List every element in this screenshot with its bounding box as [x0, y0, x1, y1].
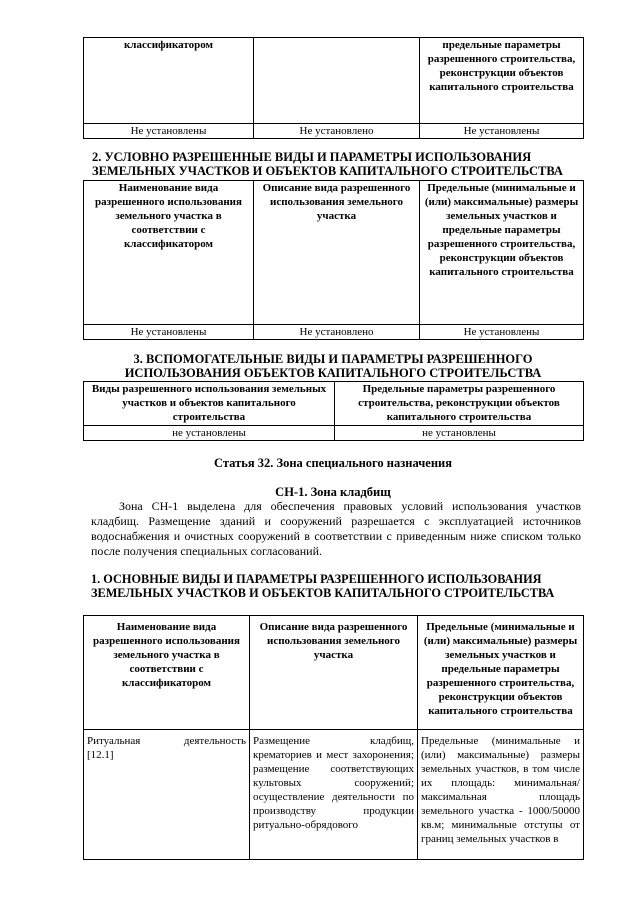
table-cell: предельные параметры разрешенного строительства, реконструкции объектов капитального строительства: [420, 38, 584, 124]
conditional-uses-table: [83, 180, 584, 340]
heading-line: 1. ОСНОВНЫЕ ВИДЫ И ПАРАМЕТРЫ РАЗРЕШЕННОГО ИСПОЛЬЗОВАНИЯ: [91, 572, 542, 586]
section-heading: 2. УСЛОВНО РАЗРЕШЕННЫЕ ВИДЫ И ПАРАМЕТРЫ ИСПОЛЬЗОВАНИЯ ЗЕМЕЛЬНЫХ УЧАСТКОВ И ОБЪЕКТОВ КАПИТАЛЬНОГО СТРОИТЕЛЬСТВА: [92, 150, 563, 178]
table-cell: [254, 38, 420, 124]
table-row: [84, 730, 584, 860]
auxiliary-uses-table: [83, 381, 584, 441]
table-cell: Предельные (минимальные и (или) максимальные) размеры земельных участков и предельные параметры разрешенного строительства, реконструкции объектов капитального строительства: [420, 181, 584, 325]
table-cell: [84, 730, 250, 860]
table-cell: Размещение кладбищ, крематориев и мест захоронения; размещение соответствующих культовых сооружений; осуществление деятельности по производству продукции ритуально-обрядового: [250, 730, 418, 860]
table-cell: Описание вида разрешенного использования земельного участка: [254, 181, 420, 325]
zone-description: Зона СН-1 выделена для обеспечения правовых условий использования участков кладбищ. Размещение зданий и сооружений разрешается с эксплуатацией источников водоснабжения и очистных сооружений в соответствии с приведенным ниже списком только после получения специальных согласований.: [91, 499, 581, 558]
top-table: [83, 37, 584, 139]
table-cell: Не установлено: [254, 124, 420, 139]
table-cell: Предельные (минимальные и (или) максимальные) размеры земельных участков и предельные параметры разрешенного строительства, реконструкции объектов капитального строительства: [418, 616, 584, 730]
heading-line: ИСПОЛЬЗОВАНИЯ ОБЪЕКТОВ КАПИТАЛЬНОГО СТРОИТЕЛЬСТВА: [124, 366, 542, 380]
table-cell: Не установлены: [420, 124, 584, 139]
heading-line: 3. ВСПОМОГАТЕЛЬНЫЕ ВИДЫ И ПАРАМЕТРЫ РАЗРЕШЕННОГО: [133, 352, 533, 366]
section-heading: [91, 572, 591, 600]
table-cell: Наименование вида разрешенного использования земельного участка в соответствии с классификатором: [84, 181, 254, 325]
table-row: [84, 382, 584, 426]
table-cell: Описание вида разрешенного использования земельного участка: [250, 616, 418, 730]
table-row: [84, 325, 584, 340]
heading-line: ЗЕМЕЛЬНЫХ УЧАСТКОВ И ОБЪЕКТОВ КАПИТАЛЬНОГО СТРОИТЕЛЬСТВА: [91, 586, 555, 600]
table-cell: Не установлено: [254, 325, 420, 340]
table-cell: Не установлены: [420, 325, 584, 340]
zone-subtitle: СН-1. Зона кладбищ: [275, 485, 391, 499]
table-row: [84, 616, 584, 730]
section-heading: [83, 352, 583, 380]
table-cell: не установлены: [335, 426, 584, 441]
main-uses-table: [83, 615, 584, 860]
table-cell: Наименование вида разрешенного использования земельного участка в соответствии с классификатором: [84, 616, 250, 730]
article-title: Статья 32. Зона специального назначения: [214, 456, 452, 470]
use-code: [12.1]: [87, 749, 114, 761]
table-cell: Не установлены: [84, 325, 254, 340]
table-row: [84, 38, 584, 124]
table-row: [84, 124, 584, 139]
table-cell: Предельные (минимальные и (или) максимальные) размеры земельных участков, в том числе их площадь: минимальная/максимальная площадь земельного участка - 1000/50000 кв.м; минимальные отступы от границ земельных участков в: [418, 730, 584, 860]
table-cell: Предельные параметры разрешенного строительства, реконструкции объектов капитального строительства: [335, 382, 584, 426]
use-name: Ритуальная деятельность: [87, 735, 246, 747]
table-cell: не установлены: [84, 426, 335, 441]
table-cell: классификатором: [84, 38, 254, 124]
table-row: [84, 181, 584, 325]
table-row: [84, 426, 584, 441]
table-cell: Виды разрешенного использования земельных участков и объектов капитального строительства: [84, 382, 335, 426]
table-cell: Не установлены: [84, 124, 254, 139]
